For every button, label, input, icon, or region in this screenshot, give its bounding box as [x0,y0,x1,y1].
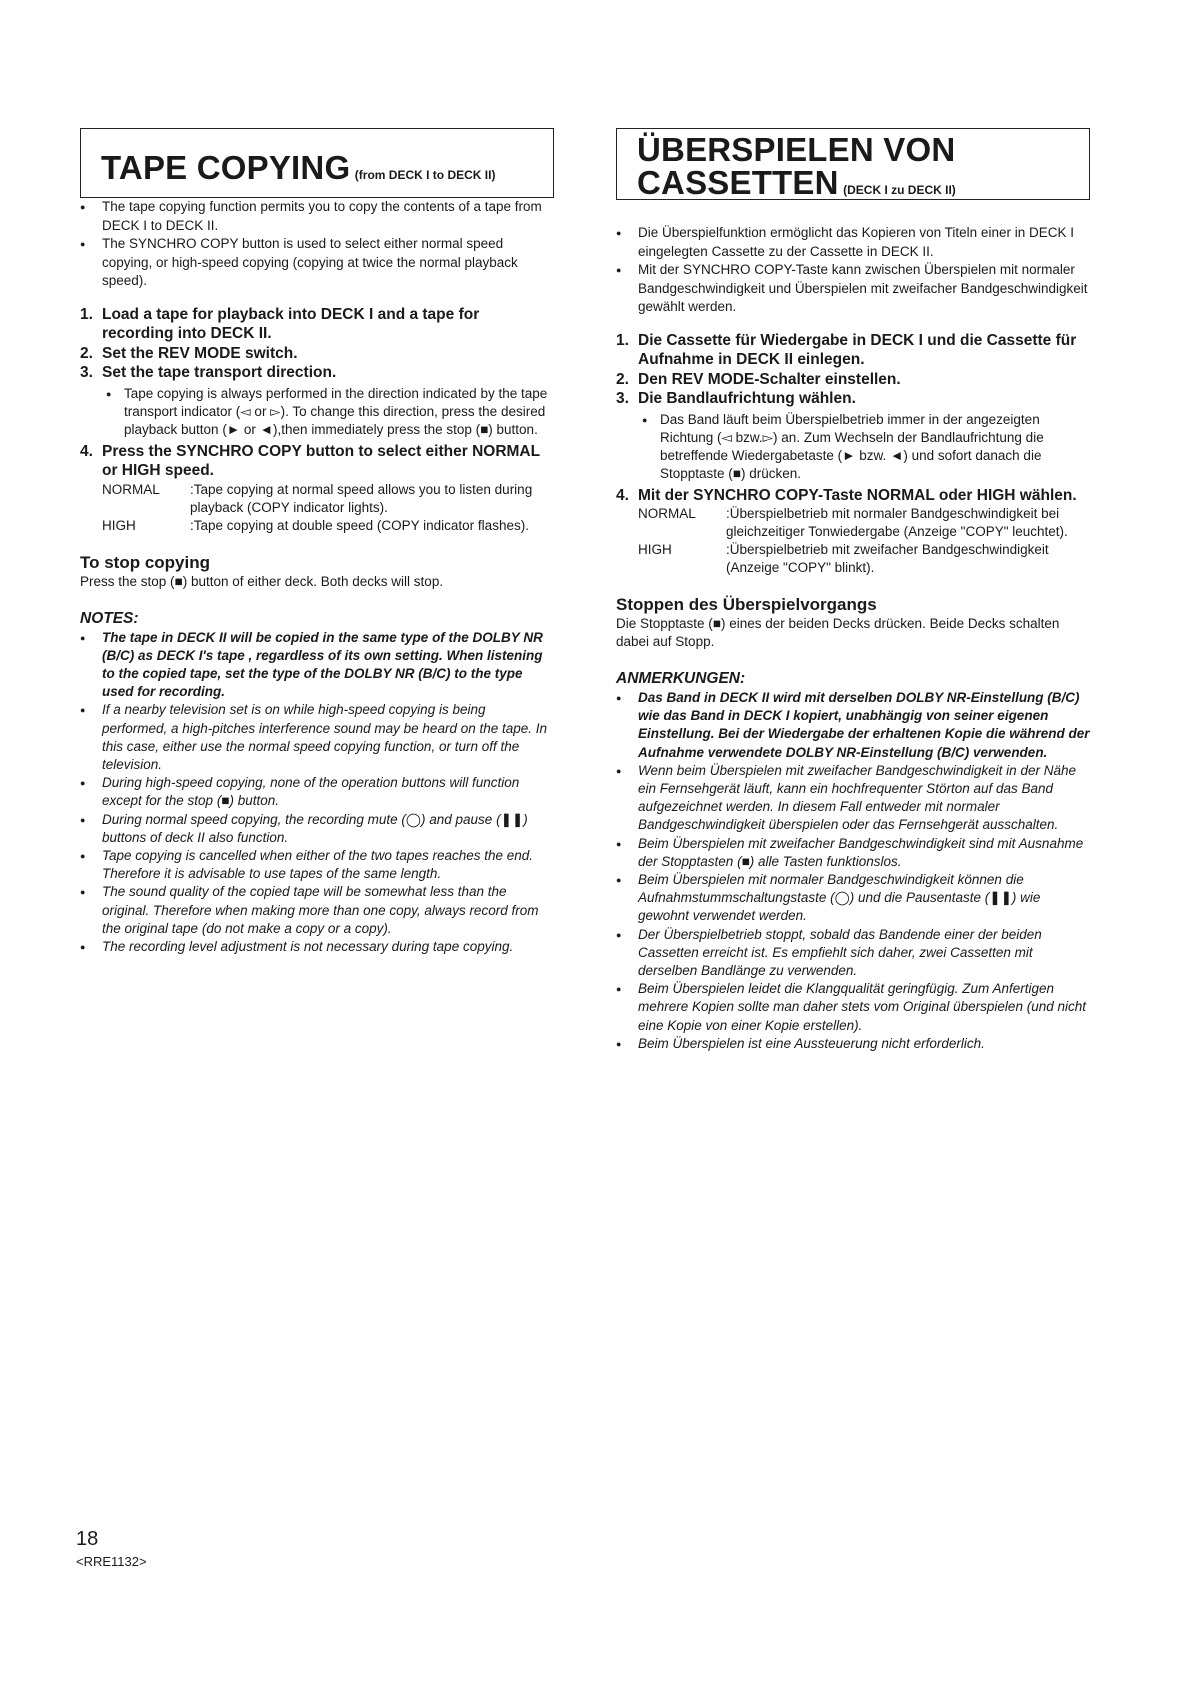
notes-list-en [80,629,554,957]
note-item: ● The tape in DECK II will be copied in the same type of the DOLBY NR (B/C) as DECK I's tape , regardless of its own setting. When listening to the copied tape, set the type of the DOLBY NR (B/C) to the type used for recording. [80,629,554,702]
section-title-box-en [80,128,554,198]
step-2-en: 2. Set the REV MODE switch. [80,344,298,362]
german-column [616,128,1090,1053]
step-1-en: 1. Load a tape for playback into DECK I and a tape for recording into DECK II. [80,305,480,342]
steps-de [616,331,1090,578]
document-code: <RRE1132> [76,1554,147,1569]
intro-item: ● The SYNCHRO COPY button is used to select either normal speed copying, or high-speed copying (copying at twice the normal playback speed). [80,235,554,291]
section-subtitle-de: (DECK I zu DECK II) [843,183,956,197]
step-2-de: 2. Den REV MODE-Schalter einstellen. [616,370,901,388]
stop-text-en: Press the stop (■) button of either deck. Both decks will stop. [80,573,444,589]
note-item: ● The sound quality of the copied tape will be somewhat less than the original. Therefore when making more than one copy, always record from the original tape (do not make a copy or a copy). [80,883,554,938]
section-title-box-de [616,128,1090,200]
step-4-en: 4. Press the SYNCHRO COPY button to select either NORMAL or HIGH speed. [80,442,540,479]
step-3-note-en: ● Tape copying is always performed in the direction indicated by the tape transport indicator (◅ or ▻). To change this direction, press the desired playback button (► or ◄),then immediately press the stop (■) button. [102,385,554,439]
english-column [80,128,554,956]
note-item: ● The recording level adjustment is not necessary during tape copying. [80,938,554,956]
section-title-en: TAPE COPYING [101,149,351,186]
speed-modes-en [102,481,554,535]
note-item: ● Beim Überspielen leidet die Klangqualität geringfügig. Zum Anfertigen mehrere Kopien sollte man daher stets vom Original überspielen (und nicht eine Kopie von einer Kopie erstellen). [616,980,1090,1035]
stop-heading-de: Stoppen des Überspielvorgangs [616,595,877,614]
note-item: ● Der Überspielbetrieb stoppt, sobald das Bandende einer der beiden Cassetten erreicht ist. Es empfiehlt sich daher, zwei Cassetten mit derselben Bandlänge zu verwenden. [616,926,1090,981]
page-number: 18 [76,1528,99,1550]
step-3-note-de: ● Das Band läuft beim Überspielbetrieb immer in der angezeigten Richtung (◅ bzw.▻) an. Zum Wechseln der Bandlaufrichtung die betreffende Wiedergabetaste (► bzw. ◄) und sofort danach die Stopptaste (■) drücken. [638,411,1090,483]
mode-normal-de: NORMAL :Überspielbetrieb mit normaler Bandgeschwindigkeit bei gleichzeitiger Tonwiedergabe (Anzeige "COPY" leuchtet). [638,506,1068,539]
step-4-de: 4. Mit der SYNCHRO COPY-Taste NORMAL oder HIGH wählen. [616,486,1077,504]
section-subtitle-en: (from DECK I to DECK II) [354,168,496,182]
step-3-en: 3. Set the tape transport direction. [80,364,337,381]
note-item: ● Beim Überspielen ist eine Aussteuerung nicht erforderlich. [616,1035,1090,1053]
steps-en [80,305,554,535]
note-item: ● Wenn beim Überspielen mit zweifacher Bandgeschwindigkeit in der Nähe ein Fernsehgerät läuft, kann ein hochfrequenter Störton auf das Band aufgezeichnet werden. In diesem Fall entweder mit normaler Bandgeschwindigkeit überspielen oder das Fernsehgerät ausschalten. [616,762,1090,835]
speed-modes-de [638,505,1090,577]
note-item: ● During normal speed copying, the recording mute (◯) and pause (❚❚) buttons of deck II also function. [80,811,554,847]
mode-normal-en: NORMAL :Tape copying at normal speed allows you to listen during playback (COPY indicator lights). [102,481,533,515]
intro-item: ● The tape copying function permits you to copy the contents of a tape from DECK I to DECK II. [80,198,554,235]
note-item: ● Beim Überspielen mit normaler Bandgeschwindigkeit können die Aufnahmstummschaltungstaste (◯) und die Pausentaste (❚❚) wie gewohnt verwendet werden. [616,871,1090,926]
section-title-line2-de: CASSETTEN [637,164,839,201]
stop-text-de: Die Stopptaste (■) eines der beiden Decks drücken. Beide Decks schalten dabei auf Stopp. [616,616,1060,649]
notes-list-de [616,689,1090,1053]
stop-heading-en: To stop copying [80,552,211,572]
mode-high-de: HIGH :Überspielbetrieb mit zweifacher Bandgeschwindigkeit (Anzeige "COPY" blinkt). [638,542,1049,575]
notes-heading-de: ANMERKUNGEN: [616,670,746,687]
note-item: ● Tape copying is cancelled when either of the two tapes reaches the end. Therefore it is advisable to use tapes of the same length. [80,847,554,883]
section-title-de: ÜBERSPIELEN VON [637,131,956,168]
note-item: ● During high-speed copying, none of the operation buttons will function except for the stop (■) button. [80,774,554,810]
step-3-de: 3. Die Bandlaufrichtung wählen. [616,390,856,407]
intro-item: ● Die Überspielfunktion ermöglicht das Kopieren von Titeln einer in DECK I eingelegten Cassette zu der Cassette in DECK II. [616,224,1090,261]
step-1-de: 1. Die Cassette für Wiedergabe in DECK I und die Cassette für Aufnahme in DECK II einlegen. [616,331,1077,368]
intro-item: ● Mit der SYNCHRO COPY-Taste kann zwischen Überspielen mit normaler Bandgeschwindigkeit und Überspielen mit zweifacher Bandgeschwindigkeit gewählt werden. [616,261,1090,317]
mode-high-en: HIGH :Tape copying at double speed (COPY indicator flashes). [102,517,529,533]
note-item: ● Beim Überspielen mit zweifacher Bandgeschwindigkeit sind mit Ausnahme der Stopptasten (■) alle Tasten funktionslos. [616,835,1090,871]
notes-heading-en: NOTES: [80,609,139,627]
intro-list-en [80,198,554,291]
note-item: ● Das Band in DECK II wird mit derselben DOLBY NR-Einstellung (B/C) wie das Band in DECK I kopiert, unabhängig von seiner eigenen Einstellung. Bei der Wiedergabe der erhaltenen Kopie die während der Aufnahme verwendete DOLBY NR-Einstellung (B/C) verwenden. [616,689,1090,762]
note-item: ● If a nearby television set is on while high-speed copying is being performed, a high-pitches interference sound may be heard on the tape. In this case, either use the normal speed copying function, or turn off the television. [80,701,554,774]
intro-list-de [616,224,1090,317]
